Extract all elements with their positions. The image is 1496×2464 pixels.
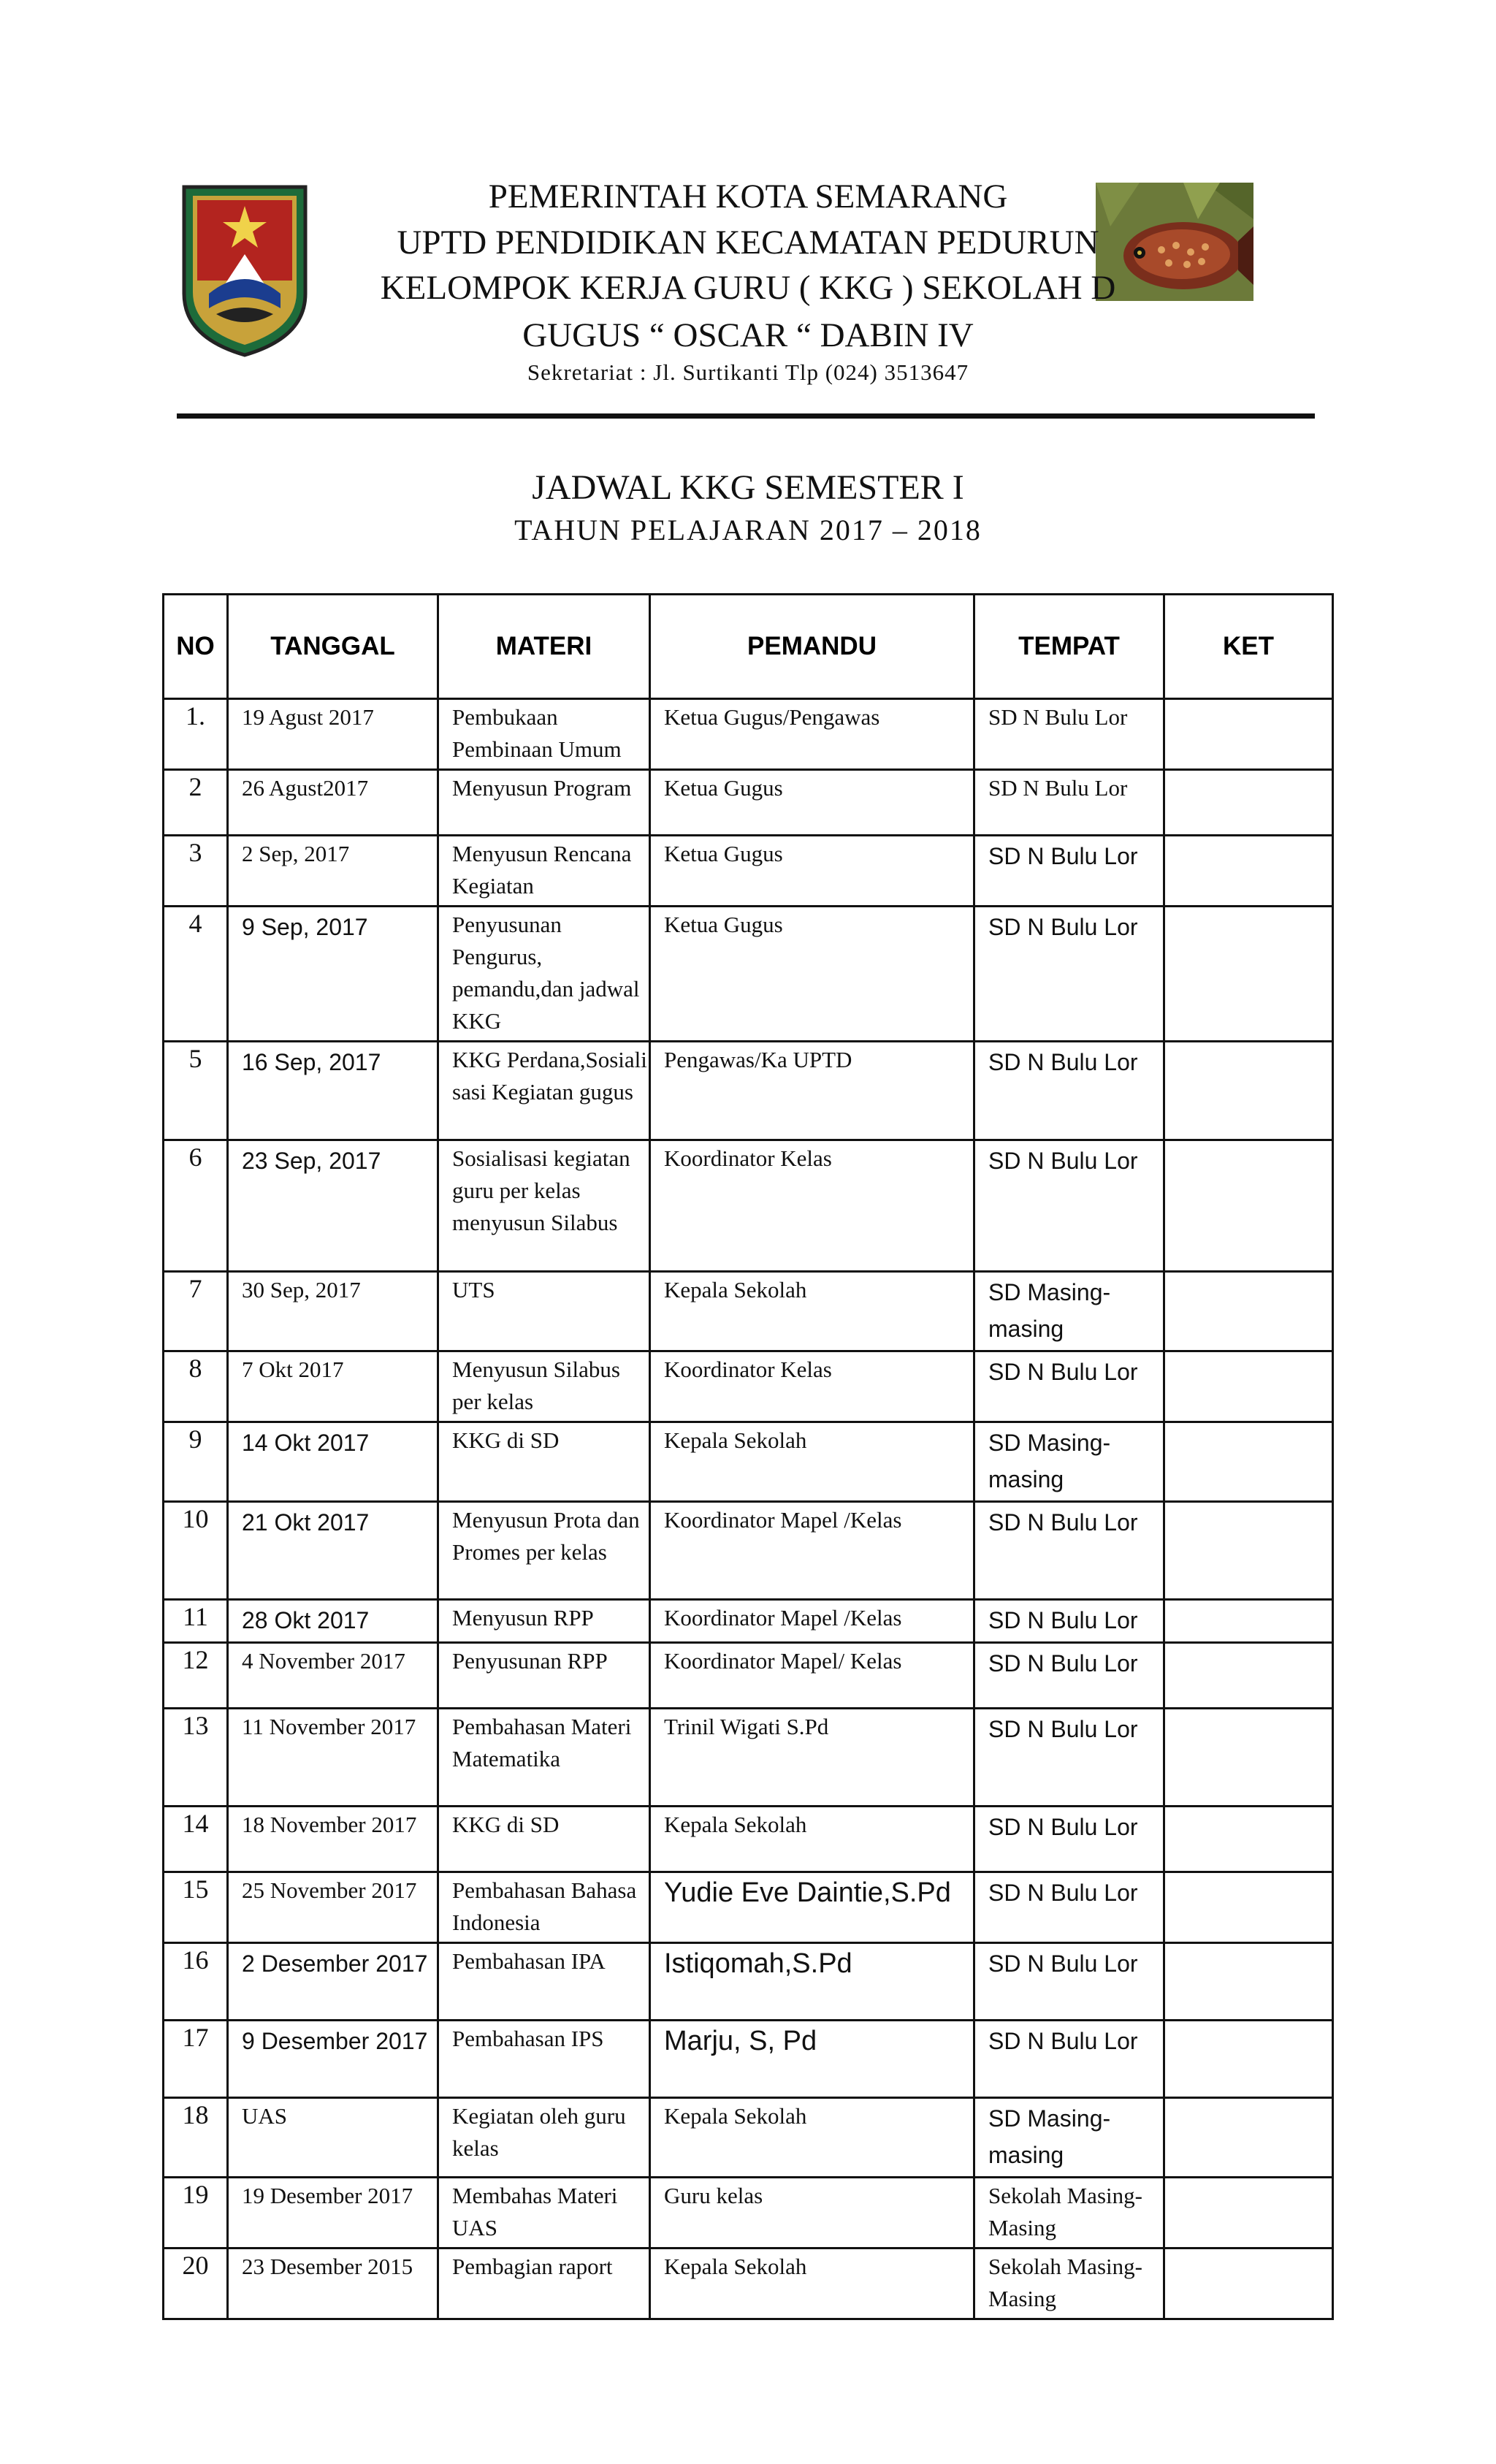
cell-pemandu: Ketua Gugus/Pengawas — [650, 699, 974, 770]
header-uptd: UPTD PENDIDIKAN KECAMATAN PEDURUN — [397, 224, 1099, 262]
cell-tempat: SD N Bulu Lor — [974, 1943, 1164, 2021]
cell-tanggal: 25 November 2017 — [228, 1872, 438, 1943]
cell-materi: UTS — [438, 1272, 650, 1351]
cell-no: 6 — [164, 1140, 228, 1272]
header-kkg: KELOMPOK KERJA GURU ( KKG ) SEKOLAH D — [380, 269, 1116, 307]
cell-no: 5 — [164, 1042, 228, 1140]
table-row — [164, 1422, 1333, 1502]
table-row — [164, 1140, 1333, 1272]
cell-tempat: Sekolah Masing-Masing — [974, 2249, 1164, 2319]
cell-tempat: SD N Bulu Lor — [974, 1502, 1164, 1600]
cell-materi: Kegiatan oleh guru kelas — [438, 2098, 650, 2178]
table-row — [164, 699, 1333, 770]
column-header-tanggal: TANGGAL — [228, 595, 438, 699]
cell-tanggal: 16 Sep, 2017 — [228, 1042, 438, 1140]
cell-ket — [1164, 2249, 1333, 2319]
cell-pemandu: Kepala Sekolah — [650, 1272, 974, 1351]
table-row — [164, 1807, 1333, 1872]
cell-materi: Pembahasan Bahasa Indonesia — [438, 1872, 650, 1943]
cell-materi: KKG di SD — [438, 1807, 650, 1872]
cell-ket — [1164, 2178, 1333, 2249]
cell-pemandu: Kepala Sekolah — [650, 1807, 974, 1872]
cell-ket — [1164, 1351, 1333, 1422]
cell-materi: Pembahasan Materi Matematika — [438, 1709, 650, 1807]
table-row — [164, 1643, 1333, 1709]
cell-pemandu: Koordinator Kelas — [650, 1351, 974, 1422]
cell-ket — [1164, 1872, 1333, 1943]
cell-tanggal: 26 Agust2017 — [228, 770, 438, 836]
cell-pemandu: Ketua Gugus — [650, 907, 974, 1042]
header-gugus: GUGUS “ OSCAR “ DABIN IV — [522, 316, 974, 354]
header-address: Sekretariat : Jl. Surtikanti Tlp (024) 3513647 — [527, 359, 969, 385]
cell-materi: Menyusun Rencana Kegiatan — [438, 836, 650, 907]
cell-pemandu: Kepala Sekolah — [650, 2098, 974, 2178]
cell-materi: Membahas Materi UAS — [438, 2178, 650, 2249]
cell-tempat: SD N Bulu Lor — [974, 836, 1164, 907]
cell-no: 2 — [164, 770, 228, 836]
cell-tanggal: 14 Okt 2017 — [228, 1422, 438, 1502]
cell-tanggal: 21 Okt 2017 — [228, 1502, 438, 1600]
cell-ket — [1164, 1643, 1333, 1709]
cell-no: 4 — [164, 907, 228, 1042]
schedule-table — [162, 593, 1334, 2320]
column-header-materi: MATERI — [438, 595, 650, 699]
cell-tanggal: 28 Okt 2017 — [228, 1600, 438, 1643]
cell-no: 9 — [164, 1422, 228, 1502]
cell-materi: Menyusun RPP — [438, 1600, 650, 1643]
table-row — [164, 2249, 1333, 2319]
table-row — [164, 1272, 1333, 1351]
cell-ket — [1164, 770, 1333, 836]
cell-no: 11 — [164, 1600, 228, 1643]
cell-pemandu: Yudie Eve Daintie,S.Pd — [650, 1872, 974, 1943]
cell-materi: Pembukaan Pembinaan Umum — [438, 699, 650, 770]
cell-ket — [1164, 1140, 1333, 1272]
cell-pemandu: Kepala Sekolah — [650, 1422, 974, 1502]
cell-tanggal: 19 Desember 2017 — [228, 2178, 438, 2249]
cell-tempat: SD N Bulu Lor — [974, 1351, 1164, 1422]
cell-tempat: SD Masing-masing — [974, 2098, 1164, 2178]
cell-materi: Pembahasan IPA — [438, 1943, 650, 2021]
cell-tanggal: UAS — [228, 2098, 438, 2178]
cell-tanggal: 7 Okt 2017 — [228, 1351, 438, 1422]
cell-tanggal: 30 Sep, 2017 — [228, 1272, 438, 1351]
cell-tempat: SD N Bulu Lor — [974, 1042, 1164, 1140]
cell-no: 13 — [164, 1709, 228, 1807]
cell-ket — [1164, 1807, 1333, 1872]
cell-ket — [1164, 1502, 1333, 1600]
document-title: JADWAL KKG SEMESTER I — [532, 468, 964, 507]
cell-pemandu: Kepala Sekolah — [650, 2249, 974, 2319]
cell-materi: Sosialisasi kegiatan guru per kelas menyusun Silabus — [438, 1140, 650, 1272]
table-header-row — [164, 595, 1333, 699]
cell-ket — [1164, 1422, 1333, 1502]
cell-tanggal: 2 Desember 2017 — [228, 1943, 438, 2021]
cell-ket — [1164, 2098, 1333, 2178]
cell-no: 10 — [164, 1502, 228, 1600]
header-government: PEMERINTAH KOTA SEMARANG — [488, 178, 1008, 215]
document-subtitle: TAHUN PELAJARAN 2017 – 2018 — [514, 514, 982, 546]
table-row — [164, 907, 1333, 1042]
cell-ket — [1164, 1709, 1333, 1807]
cell-ket — [1164, 2021, 1333, 2098]
cell-tempat: SD N Bulu Lor — [974, 1709, 1164, 1807]
header-divider — [177, 413, 1315, 419]
cell-tempat: SD N Bulu Lor — [974, 907, 1164, 1042]
cell-tempat: SD N Bulu Lor — [974, 1807, 1164, 1872]
cell-tanggal: 9 Sep, 2017 — [228, 907, 438, 1042]
cell-materi: Menyusun Silabus per kelas — [438, 1351, 650, 1422]
table-row — [164, 1600, 1333, 1643]
table-row — [164, 1502, 1333, 1600]
cell-pemandu: Koordinator Mapel /Kelas — [650, 1600, 974, 1643]
cell-tanggal: 2 Sep, 2017 — [228, 836, 438, 907]
cell-tanggal: 23 Sep, 2017 — [228, 1140, 438, 1272]
table-row — [164, 2178, 1333, 2249]
cell-materi: Pembagian raport — [438, 2249, 650, 2319]
cell-tanggal: 9 Desember 2017 — [228, 2021, 438, 2098]
cell-tempat: Sekolah Masing-Masing — [974, 2178, 1164, 2249]
cell-tempat: SD N Bulu Lor — [974, 699, 1164, 770]
cell-ket — [1164, 1943, 1333, 2021]
cell-tanggal: 4 November 2017 — [228, 1643, 438, 1709]
cell-materi: Menyusun Prota dan Promes per kelas — [438, 1502, 650, 1600]
cell-pemandu: Trinil Wigati S.Pd — [650, 1709, 974, 1807]
cell-no: 20 — [164, 2249, 228, 2319]
column-header-ket: KET — [1164, 595, 1333, 699]
cell-tanggal: 19 Agust 2017 — [228, 699, 438, 770]
cell-pemandu: Marju, S, Pd — [650, 2021, 974, 2098]
cell-materi: Penyusunan Pengurus, pemandu,dan jadwal KKG — [438, 907, 650, 1042]
column-header-tempat: TEMPAT — [974, 595, 1164, 699]
cell-tanggal: 23 Desember 2015 — [228, 2249, 438, 2319]
cell-materi: Penyusunan RPP — [438, 1643, 650, 1709]
cell-pemandu: Pengawas/Ka UPTD — [650, 1042, 974, 1140]
cell-pemandu: Koordinator Kelas — [650, 1140, 974, 1272]
column-header-pemandu: PEMANDU — [650, 595, 974, 699]
cell-no: 7 — [164, 1272, 228, 1351]
cell-no: 15 — [164, 1872, 228, 1943]
cell-ket — [1164, 1600, 1333, 1643]
cell-tempat: SD N Bulu Lor — [974, 1140, 1164, 1272]
cell-materi: Menyusun Program — [438, 770, 650, 836]
table-row — [164, 2021, 1333, 2098]
cell-pemandu: Guru kelas — [650, 2178, 974, 2249]
table-row — [164, 1872, 1333, 1943]
cell-no: 14 — [164, 1807, 228, 1872]
cell-pemandu: Istiqomah,S.Pd — [650, 1943, 974, 2021]
table-row — [164, 1709, 1333, 1807]
cell-no: 1. — [164, 699, 228, 770]
cell-tanggal: 18 November 2017 — [228, 1807, 438, 1872]
cell-pemandu: Koordinator Mapel/ Kelas — [650, 1643, 974, 1709]
cell-tempat: SD N Bulu Lor — [974, 1600, 1164, 1643]
cell-tanggal: 11 November 2017 — [228, 1709, 438, 1807]
cell-materi: KKG Perdana,Sosialisasi Kegiatan gugus — [438, 1042, 650, 1140]
table-row — [164, 1042, 1333, 1140]
cell-tempat: SD N Bulu Lor — [974, 2021, 1164, 2098]
cell-ket — [1164, 1272, 1333, 1351]
cell-ket — [1164, 907, 1333, 1042]
column-header-no: NO — [164, 595, 228, 699]
cell-no: 12 — [164, 1643, 228, 1709]
cell-ket — [1164, 699, 1333, 770]
cell-pemandu: Ketua Gugus — [650, 836, 974, 907]
cell-tempat: SD Masing-masing — [974, 1272, 1164, 1351]
cell-no: 18 — [164, 2098, 228, 2178]
table-row — [164, 836, 1333, 907]
cell-no: 16 — [164, 1943, 228, 2021]
table-row — [164, 770, 1333, 836]
cell-materi: Pembahasan IPS — [438, 2021, 650, 2098]
cell-pemandu: Koordinator Mapel /Kelas — [650, 1502, 974, 1600]
cell-tempat: SD N Bulu Lor — [974, 1872, 1164, 1943]
cell-no: 8 — [164, 1351, 228, 1422]
cell-tempat: SD N Bulu Lor — [974, 1643, 1164, 1709]
cell-materi: KKG di SD — [438, 1422, 650, 1502]
table-row — [164, 2098, 1333, 2178]
cell-no: 17 — [164, 2021, 228, 2098]
cell-no: 19 — [164, 2178, 228, 2249]
cell-tempat: SD Masing-masing — [974, 1422, 1164, 1502]
cell-pemandu: Ketua Gugus — [650, 770, 974, 836]
table-row — [164, 1943, 1333, 2021]
cell-ket — [1164, 836, 1333, 907]
cell-no: 3 — [164, 836, 228, 907]
cell-tempat: SD N Bulu Lor — [974, 770, 1164, 836]
table-row — [164, 1351, 1333, 1422]
cell-ket — [1164, 1042, 1333, 1140]
